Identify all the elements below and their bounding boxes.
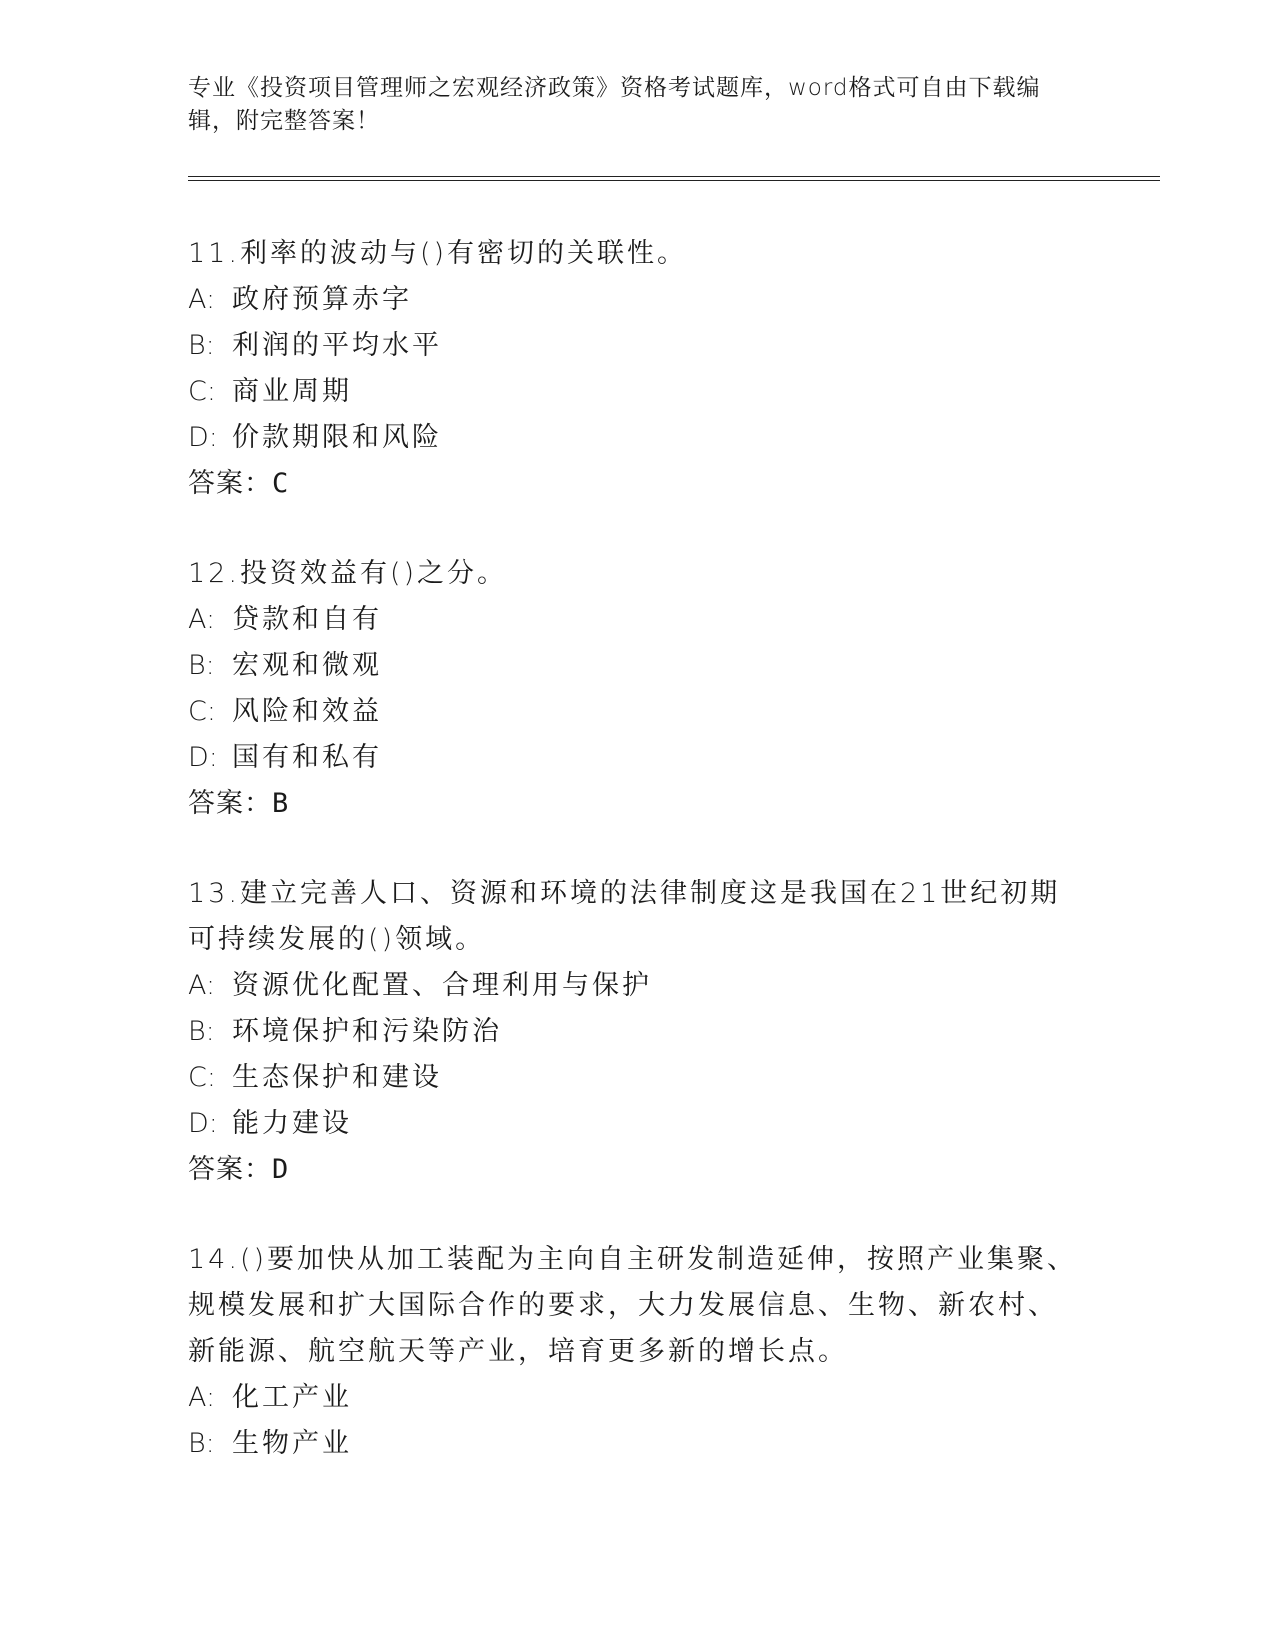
option-letter: D: <box>188 422 218 453</box>
option-letter: B: <box>188 1016 215 1047</box>
option-d <box>188 735 1160 781</box>
option-text: 宏观和微观 <box>232 650 382 681</box>
option-c <box>188 369 1160 415</box>
option-a <box>188 597 1160 643</box>
option-text: 价款期限和风险 <box>232 422 442 453</box>
option-a <box>188 1375 1160 1421</box>
option-text: 政府预算赤字 <box>232 284 412 315</box>
answer-label: 答案： <box>188 1154 272 1185</box>
option-d <box>188 1101 1160 1147</box>
option-letter: C: <box>188 376 216 407</box>
option-text: 化工产业 <box>232 1382 352 1413</box>
question-stem: 12.投资效益有()之分。 <box>188 558 508 589</box>
option-letter: A: <box>188 970 216 1001</box>
option-letter: B: <box>188 650 215 681</box>
option-text: 风险和效益 <box>232 696 382 727</box>
question-13 <box>188 871 1160 1193</box>
option-letter: C: <box>188 1062 216 1093</box>
question-list <box>188 231 1160 1467</box>
option-letter: B: <box>188 330 215 361</box>
document-page <box>188 72 1160 1511</box>
option-d <box>188 415 1160 461</box>
option-c <box>188 689 1160 735</box>
option-letter: C: <box>188 696 216 727</box>
option-text: 能力建设 <box>232 1108 352 1139</box>
answer-line <box>188 1147 1160 1193</box>
option-text: 国有和私有 <box>232 742 382 773</box>
option-c <box>188 1055 1160 1101</box>
answer-line <box>188 461 1160 507</box>
question-14 <box>188 1237 1160 1467</box>
question-stem: 14.()要加快从加工装配为主向自主研发制造延伸，按照产业集聚、规模发展和扩大国际合作的要求，大力发展信息、生物、新农村、新能源、航空航天等产业，培育更多新的增长点。 <box>188 1244 1078 1367</box>
answer-value: B <box>272 788 290 819</box>
option-letter: A: <box>188 284 216 315</box>
question-stem: 13.建立完善人口、资源和环境的法律制度这是我国在21世纪初期可持续发展的()领域。 <box>188 878 1061 955</box>
option-text: 生物产业 <box>232 1428 352 1459</box>
answer-value: C <box>272 468 290 499</box>
option-letter: D: <box>188 742 218 773</box>
option-b <box>188 643 1160 689</box>
option-a <box>188 963 1160 1009</box>
option-text: 环境保护和污染防治 <box>232 1016 502 1047</box>
option-b <box>188 1421 1160 1467</box>
option-b <box>188 1009 1160 1055</box>
question-11 <box>188 231 1160 507</box>
document-header: 专业《投资项目管理师之宏观经济政策》资格考试题库，word格式可自由下载编辑，附完整答案！ <box>188 75 1041 134</box>
option-letter: A: <box>188 604 216 635</box>
option-letter: A: <box>188 1382 216 1413</box>
header-divider <box>188 176 1160 181</box>
option-b <box>188 323 1160 369</box>
answer-line <box>188 781 1160 827</box>
option-text: 利润的平均水平 <box>232 330 442 361</box>
option-text: 商业周期 <box>232 376 352 407</box>
option-text: 贷款和自有 <box>232 604 382 635</box>
option-letter: B: <box>188 1428 215 1459</box>
option-text: 资源优化配置、合理利用与保护 <box>232 970 652 1001</box>
question-stem: 11.利率的波动与()有密切的关联性。 <box>188 238 688 269</box>
option-text: 生态保护和建设 <box>232 1062 442 1093</box>
answer-label: 答案： <box>188 468 272 499</box>
option-a <box>188 277 1160 323</box>
answer-label: 答案： <box>188 788 272 819</box>
answer-value: D <box>272 1154 290 1185</box>
question-12 <box>188 551 1160 827</box>
option-letter: D: <box>188 1108 218 1139</box>
